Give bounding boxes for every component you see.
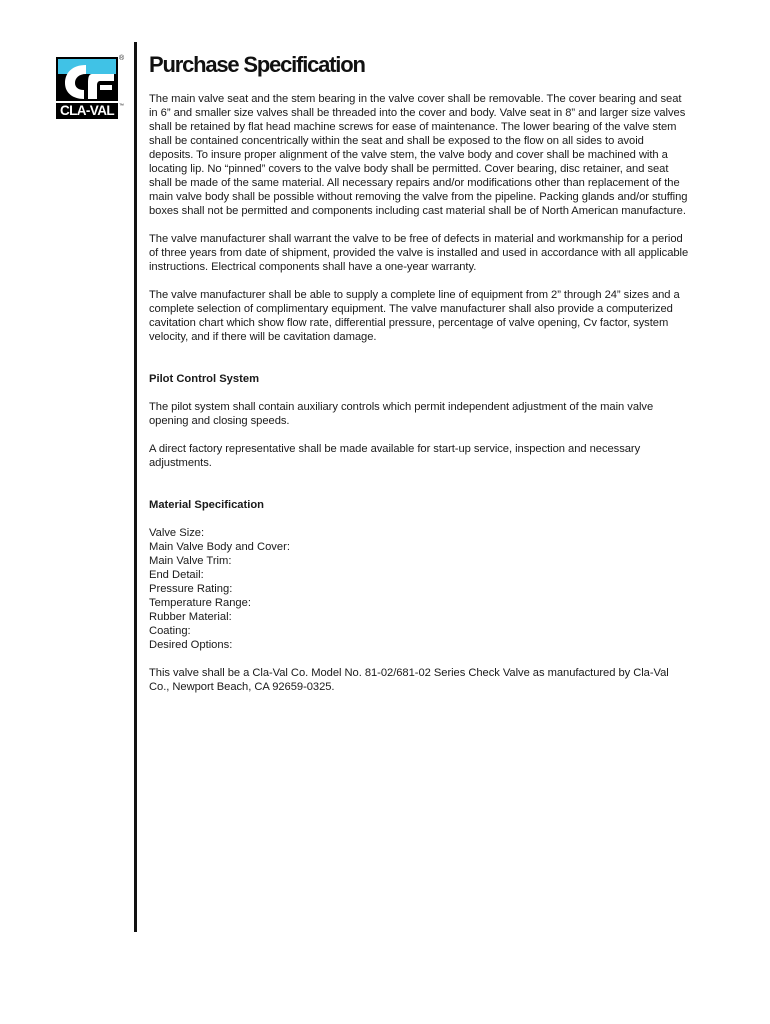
cla-val-logo-mark-icon xyxy=(56,57,118,101)
material-spec-list xyxy=(149,526,689,652)
body-paragraph: The valve manufacturer shall warrant the valve to be free of defects in material and workmanship for a period of three years from date of shipment, provided the valve is installed and used in accordance with all applicable instructions. Electrical components shall have a one-year warranty. xyxy=(149,233,689,273)
spec-field-label: End Detail: xyxy=(149,569,204,581)
document-body xyxy=(149,52,689,708)
cla-val-wordmark: CLA-VAL xyxy=(56,103,118,119)
body-paragraph: The main valve seat and the stem bearing in the valve cover shall be removable. The cover bearing and seat in 6” and smaller size valves shall be threaded into the cover and body. Valve seat in 8” and larger size valves shall be retained by flat head machine screws for ease of maintenance. The lower bearing of the valve stem shall be contained concentrically within the seat and shall be exposed to the flow on all sides to avoid deposits. To insure proper alignment of the valve stem, the valve body and cover shall be machined with a locating lip. No “pinned” covers to the valve body shall be permitted. Cover bearing, disc retainer, and seat shall be made of the same material. All necessary repairs and/or modifications other than replacement of the main valve body shall be possible without removing the valve from the pipeline. Packing glands and/or stuffing boxes shall not be permitted and components including cast material shall be of North American manufacture. xyxy=(149,93,688,217)
registered-mark: ® xyxy=(119,55,125,62)
trademark-mark: ™ xyxy=(119,103,124,109)
page-title: Purchase Specification xyxy=(149,52,365,77)
section-heading-pilot-control: Pilot Control System xyxy=(149,373,260,385)
spec-field-label: Temperature Range: xyxy=(149,597,251,609)
spec-field-label: Valve Size: xyxy=(149,527,205,539)
spec-field-label: Main Valve Trim: xyxy=(149,555,232,567)
body-paragraph: The valve manufacturer shall be able to supply a complete line of equipment from 2” through 24” sizes and a complete selection of complimentary equipment. The valve manufacturer shall also provide a computerized cavitation chart which show flow rate, differential pressure, percentage of valve opening, Cv factor, system velocity, and if there will be cavitation damage. xyxy=(149,289,680,343)
section-heading-material-specification: Material Specification xyxy=(149,499,265,511)
body-paragraph: A direct factory representative shall be made available for start-up service, inspection and necessary adjustments. xyxy=(149,443,641,469)
spec-field-label: Rubber Material: xyxy=(149,611,232,623)
spec-field-label: Main Valve Body and Cover: xyxy=(149,541,290,553)
vertical-divider xyxy=(134,42,137,932)
spec-field-label: Pressure Rating: xyxy=(149,583,233,595)
cla-val-logo xyxy=(56,55,125,123)
spec-field-label: Coating: xyxy=(149,625,191,637)
body-paragraph: The pilot system shall contain auxiliary controls which permit independent adjustment of the main valve opening and closing speeds. xyxy=(149,401,654,427)
spec-field-label: Desired Options: xyxy=(149,639,233,651)
closing-statement: This valve shall be a Cla-Val Co. Model No. 81-02/681-02 Series Check Valve as manufactured by Cla-Val Co., Newport Beach, CA 92659-0325. xyxy=(149,667,669,693)
